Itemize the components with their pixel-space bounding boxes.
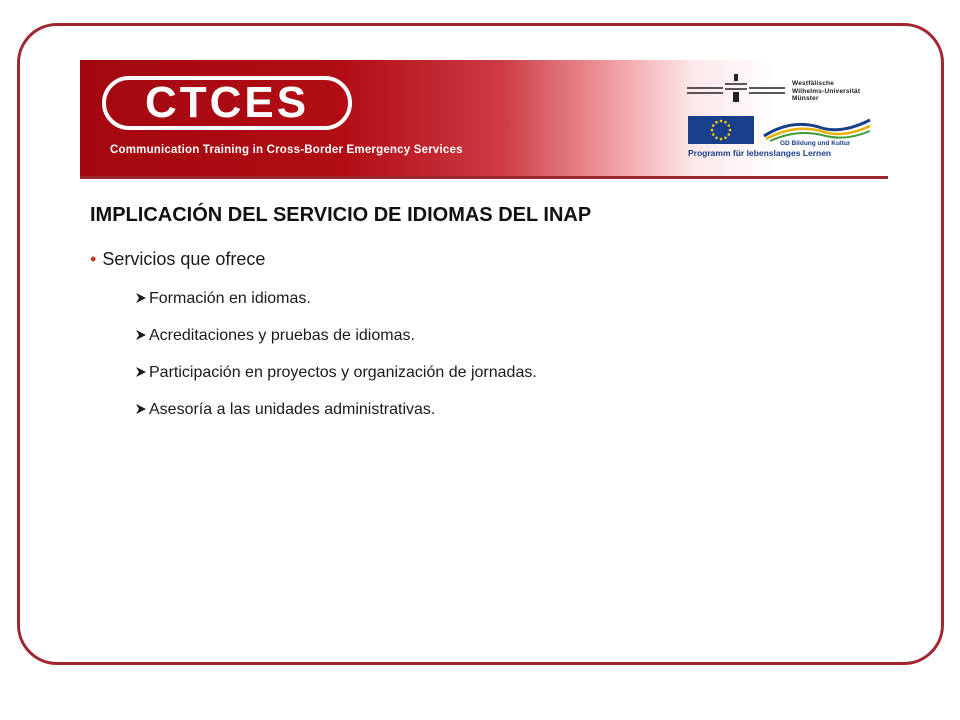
eu-star-icon	[711, 129, 714, 132]
university-name	[792, 80, 884, 103]
eu-star-icon	[720, 120, 723, 123]
university-name-line: Westfälische	[792, 80, 835, 87]
sub-bullet-text: Participación en proyectos y organización de jornadas.	[149, 364, 537, 381]
bullet-dot: •	[90, 249, 97, 269]
sub-bullet-item	[135, 290, 835, 327]
sub-bullet-item	[135, 327, 835, 364]
program-subtitle: GD Bildung und Kultur	[780, 140, 851, 147]
eu-star-icon	[720, 138, 723, 141]
ctces-logo-text: CTCES	[144, 78, 310, 127]
eu-star-icon	[715, 121, 718, 124]
slide-title: IMPLICACIÓN DEL SERVICIO DE IDIOMAS DEL INAP	[90, 204, 592, 226]
eu-star-icon	[727, 124, 730, 127]
eu-star-icon	[715, 136, 718, 139]
sub-bullet-item	[135, 364, 835, 401]
sub-bullet-text: Asesoría a las unidades administrativas.	[149, 401, 436, 418]
sub-bullet-text: Acreditaciones y pruebas de idiomas.	[149, 327, 415, 344]
sub-bullet-item	[135, 401, 835, 438]
eu-star-icon	[727, 133, 730, 136]
banner-underline	[80, 176, 888, 179]
eu-flag-icon	[688, 116, 754, 144]
eu-star-icon	[724, 136, 727, 139]
sub-bullet-text: Formación en idiomas.	[149, 290, 311, 307]
arrow-bullet-icon	[135, 366, 147, 378]
arrow-bullet-icon	[135, 403, 147, 415]
eu-star-icon	[729, 129, 732, 132]
ctces-logo	[102, 76, 352, 130]
university-name-line: Wilhelms-Universität	[792, 87, 861, 95]
university-name-line: Münster	[792, 95, 819, 102]
lifelong-learning-logo-icon	[762, 116, 872, 142]
eu-star-icon	[724, 121, 727, 124]
arrow-bullet-icon	[135, 292, 147, 304]
sub-bullet-list	[135, 290, 835, 438]
eu-star-icon	[712, 133, 715, 136]
eu-star-icon	[712, 124, 715, 127]
bullet-item	[90, 249, 265, 270]
banner-tagline: Communication Training in Cross-Border Emergency Services	[110, 144, 463, 156]
header-banner	[80, 60, 888, 178]
bullet-text: Servicios que ofrece	[102, 249, 266, 269]
arrow-bullet-icon	[135, 329, 147, 341]
program-title: Programm für lebenslanges Lernen	[688, 148, 832, 158]
university-emblem-icon	[687, 70, 785, 104]
